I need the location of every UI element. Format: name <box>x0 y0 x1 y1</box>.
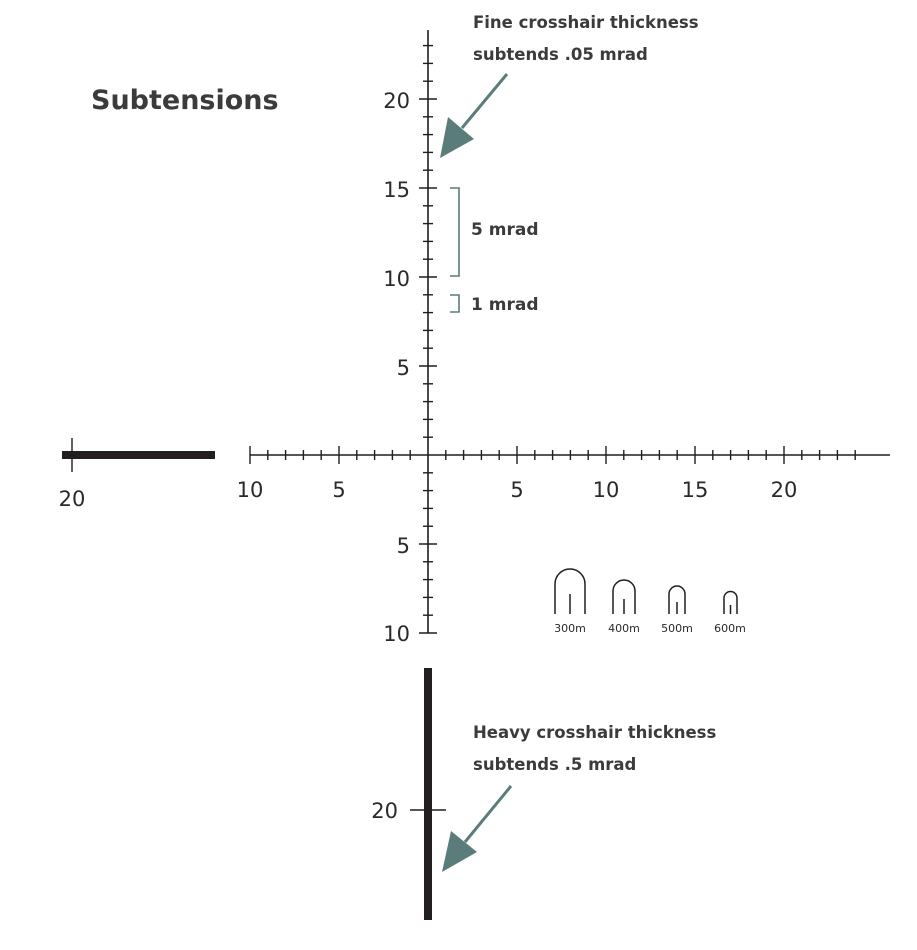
heavy-left-label: 20 <box>58 487 86 511</box>
ranging-label-600m: 600m <box>714 622 746 635</box>
ranging-figure-500m <box>669 586 685 614</box>
fine-note-line1: Fine crosshair thickness <box>473 13 699 32</box>
heavy-arrow-head <box>442 831 477 872</box>
v-label-down-10: 10 <box>383 622 410 646</box>
v-label-20: 20 <box>383 89 410 113</box>
ranging-figure-600m <box>724 592 737 615</box>
bracket-1-mrad <box>450 295 459 312</box>
fine-arrow-shaft <box>462 74 507 128</box>
bracket-5-mrad-label: 5 mrad <box>471 220 539 240</box>
h-label-right-10: 10 <box>592 478 620 502</box>
ranging-figure-300m <box>555 569 585 614</box>
fine-arrow-head <box>440 117 474 158</box>
heavy-bottom-label: 20 <box>371 799 398 823</box>
ranging-figure-400m <box>613 580 635 614</box>
heavy-arrow-shaft <box>465 786 511 842</box>
fine-note-line2: subtends .05 mrad <box>473 45 648 64</box>
bracket-5-mrad <box>450 188 459 276</box>
heavy-note-line1: Heavy crosshair thickness <box>473 723 717 742</box>
h-label-right-5: 5 <box>510 478 524 502</box>
v-label-15: 15 <box>383 178 410 202</box>
v-label-down-5: 5 <box>396 534 410 558</box>
v-label-10: 10 <box>383 267 410 291</box>
reticle-ticks <box>250 46 855 633</box>
ranging-label-500m: 500m <box>661 622 693 635</box>
ranging-label-400m: 400m <box>608 622 640 635</box>
v-label-5: 5 <box>396 356 410 380</box>
h-label-right-15: 15 <box>681 478 709 502</box>
bracket-1-mrad-label: 1 mrad <box>471 295 539 315</box>
heavy-note-line2: subtends .5 mrad <box>473 755 637 774</box>
ranging-label-300m: 300m <box>554 622 586 635</box>
h-label-right-20: 20 <box>770 478 798 502</box>
h-label-left-5: 5 <box>332 478 346 502</box>
page-title: Subtensions <box>91 85 279 116</box>
h-label-left-10: 10 <box>236 478 264 502</box>
